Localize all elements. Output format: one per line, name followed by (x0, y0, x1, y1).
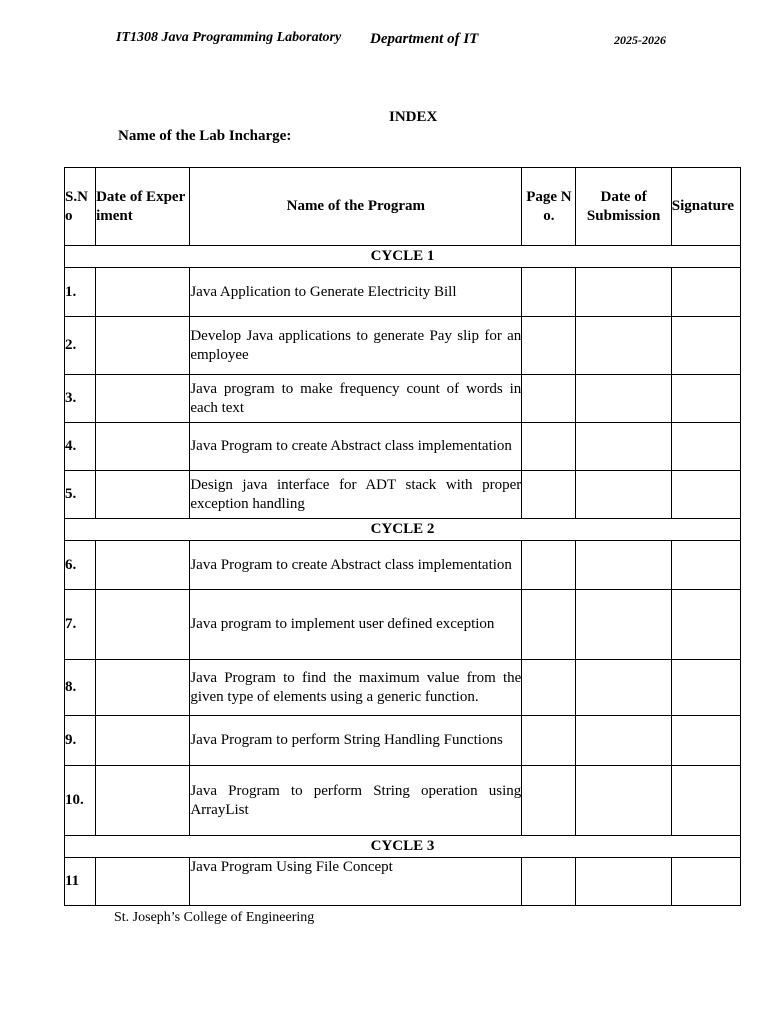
date-of-experiment-cell (96, 766, 190, 836)
signature-cell (671, 423, 740, 471)
table-row (65, 858, 741, 906)
program-name: Java Program to perform String Handling Functions (190, 716, 522, 766)
academic-year: 2025-2026 (614, 33, 666, 47)
date-of-experiment-cell (96, 590, 190, 660)
column-header-sno: S.No (65, 168, 96, 246)
signature-cell (671, 858, 740, 906)
cycle-label: CYCLE 3 (65, 836, 741, 858)
date-of-experiment-cell (96, 660, 190, 716)
program-name: Java Application to Generate Electricity Bill (190, 268, 522, 317)
date-of-experiment-cell (96, 317, 190, 375)
page-no-cell (522, 375, 576, 423)
header-row (65, 168, 741, 246)
serial-number: 6. (65, 541, 96, 590)
date-of-experiment-cell (96, 423, 190, 471)
lab-incharge-label: Name of the Lab Incharge: (118, 128, 292, 144)
serial-number: 2. (65, 317, 96, 375)
signature-cell (671, 541, 740, 590)
signature-cell (671, 317, 740, 375)
cycle-row (65, 519, 741, 541)
page-no-cell (522, 716, 576, 766)
date-of-experiment-cell (96, 858, 190, 906)
date-of-submission-cell (576, 766, 671, 836)
table-row (65, 317, 741, 375)
date-of-experiment-cell (96, 471, 190, 519)
column-header-date-of-experiment: Date of Experiment (96, 168, 190, 246)
serial-number: 4. (65, 423, 96, 471)
index-table (64, 167, 741, 906)
signature-cell (671, 471, 740, 519)
table-row (65, 590, 741, 660)
program-name: Java Program to perform String operation using ArrayList (190, 766, 522, 836)
table-row (65, 268, 741, 317)
page-no-cell (522, 590, 576, 660)
column-header-page-no: Page No. (522, 168, 576, 246)
cycle-label: CYCLE 1 (65, 246, 741, 268)
date-of-submission-cell (576, 858, 671, 906)
program-name: Java program to make frequency count of words in each text (190, 375, 522, 423)
table-row (65, 716, 741, 766)
program-name: Develop Java applications to generate Pay slip for an employee (190, 317, 522, 375)
page-no-cell (522, 471, 576, 519)
signature-cell (671, 590, 740, 660)
department-title: Department of IT (370, 31, 479, 47)
serial-number: 3. (65, 375, 96, 423)
program-name: Java Program to find the maximum value from the given type of elements using a generic function. (190, 660, 522, 716)
page-no-cell (522, 766, 576, 836)
date-of-submission-cell (576, 268, 671, 317)
date-of-submission-cell (576, 590, 671, 660)
date-of-submission-cell (576, 423, 671, 471)
program-name: Design java interface for ADT stack with proper exception handling (190, 471, 522, 519)
table-row (65, 541, 741, 590)
cycle-row (65, 246, 741, 268)
cycle-label: CYCLE 2 (65, 519, 741, 541)
date-of-experiment-cell (96, 268, 190, 317)
cycle-row (65, 836, 741, 858)
table-row (65, 423, 741, 471)
date-of-submission-cell (576, 471, 671, 519)
page-no-cell (522, 317, 576, 375)
program-name: Java Program to create Abstract class implementation (190, 423, 522, 471)
signature-cell (671, 660, 740, 716)
page-no-cell (522, 541, 576, 590)
table-row (65, 660, 741, 716)
footer-college-name: St. Joseph’s College of Engineering (114, 910, 315, 925)
date-of-experiment-cell (96, 375, 190, 423)
serial-number: 1. (65, 268, 96, 317)
date-of-submission-cell (576, 375, 671, 423)
page-no-cell (522, 660, 576, 716)
date-of-submission-cell (576, 541, 671, 590)
course-title: IT1308 Java Programming Laboratory (116, 30, 342, 45)
serial-number: 11 (65, 858, 96, 906)
table-row (65, 471, 741, 519)
serial-number: 7. (65, 590, 96, 660)
page-no-cell (522, 423, 576, 471)
index-title: INDEX (389, 109, 438, 125)
program-name: Java Program to create Abstract class implementation (190, 541, 522, 590)
program-name: Java program to implement user defined exception (190, 590, 522, 660)
column-header-signature: Signature (671, 168, 740, 246)
date-of-experiment-cell (96, 716, 190, 766)
page-no-cell (522, 858, 576, 906)
date-of-experiment-cell (96, 541, 190, 590)
date-of-submission-cell (576, 660, 671, 716)
serial-number: 10. (65, 766, 96, 836)
signature-cell (671, 716, 740, 766)
column-header-date-of-submission: Date of Submission (576, 168, 671, 246)
serial-number: 5. (65, 471, 96, 519)
serial-number: 8. (65, 660, 96, 716)
signature-cell (671, 766, 740, 836)
program-name: Java Program Using File Concept (190, 858, 522, 906)
serial-number: 9. (65, 716, 96, 766)
page-no-cell (522, 268, 576, 317)
table-row (65, 766, 741, 836)
date-of-submission-cell (576, 317, 671, 375)
table-row (65, 375, 741, 423)
date-of-submission-cell (576, 716, 671, 766)
signature-cell (671, 375, 740, 423)
signature-cell (671, 268, 740, 317)
column-header-program-name: Name of the Program (190, 168, 522, 246)
